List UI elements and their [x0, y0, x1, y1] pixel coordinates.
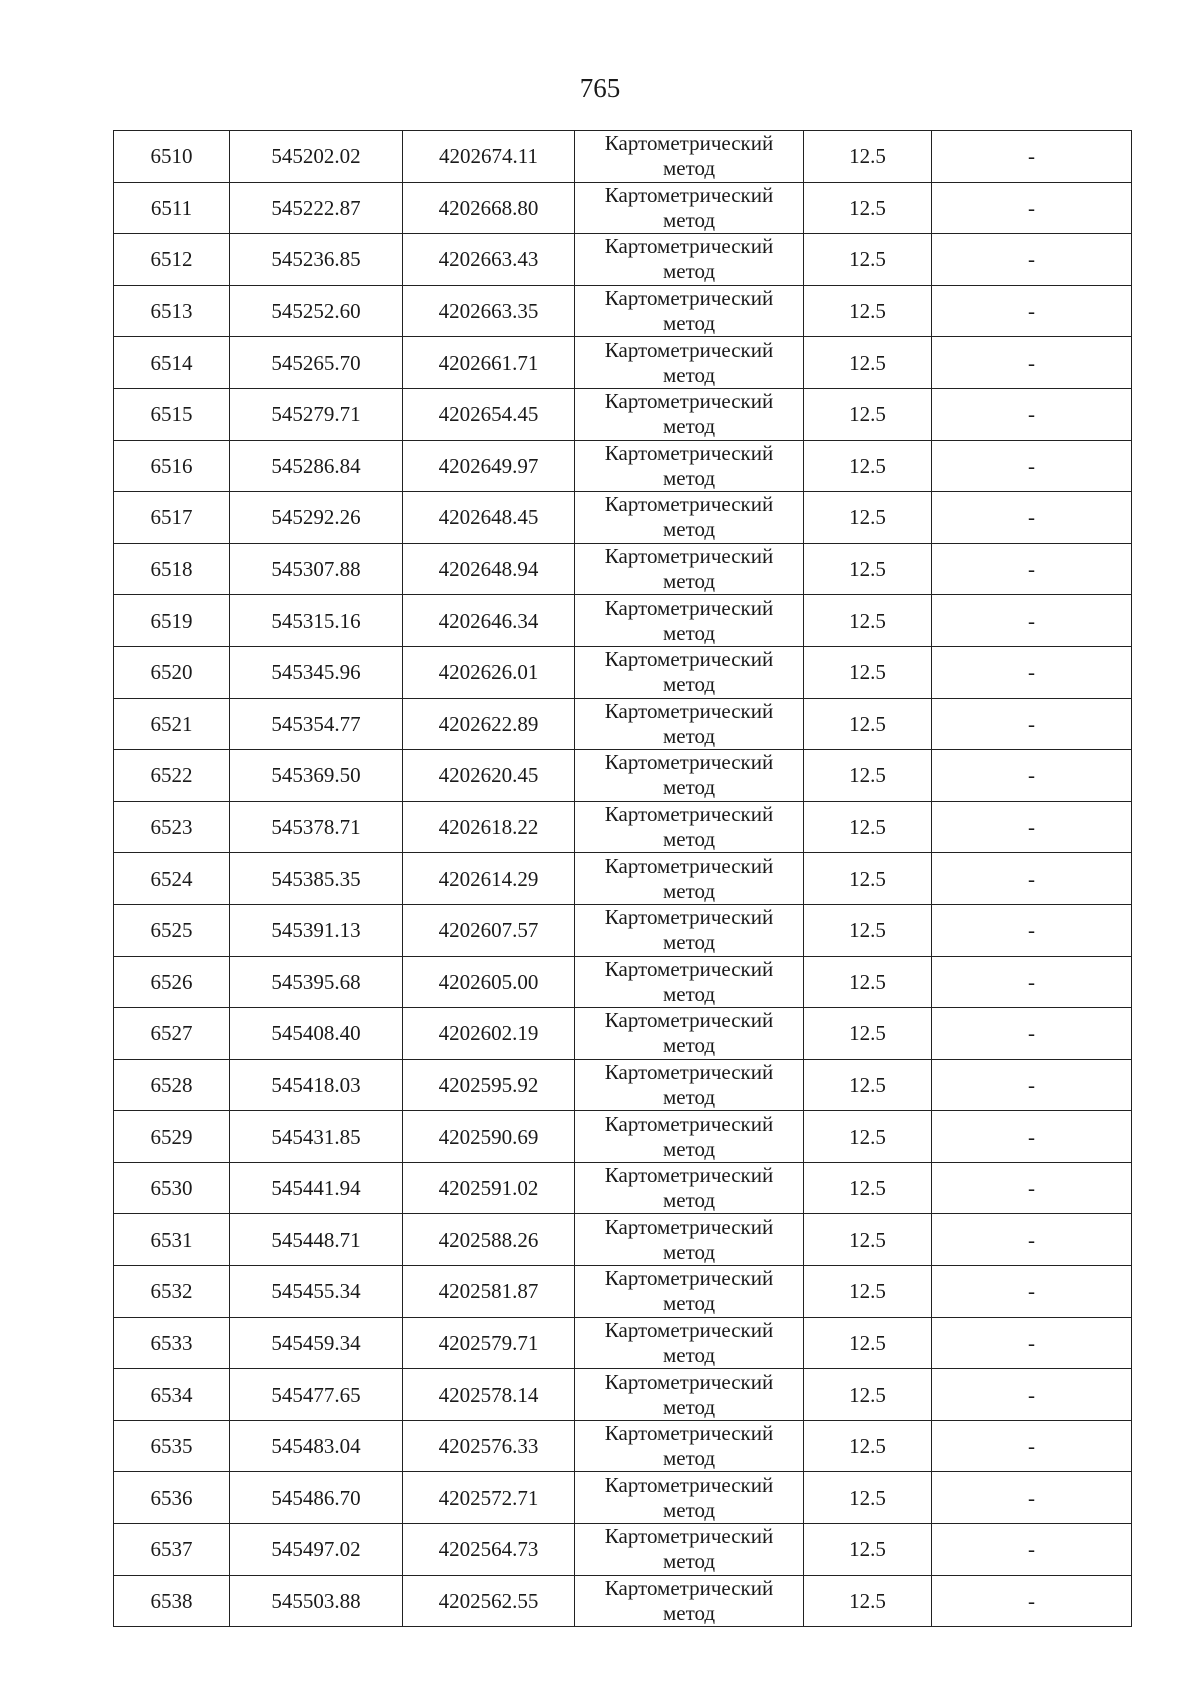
y-coordinate-cell: 4202590.69 — [403, 1111, 575, 1163]
accuracy-cell: 12.5 — [804, 1369, 932, 1421]
accuracy-cell: 12.5 — [804, 543, 932, 595]
accuracy-cell: 12.5 — [804, 182, 932, 234]
method-line-1: Картометрический — [604, 1214, 774, 1239]
table-row — [114, 1575, 1132, 1627]
table-row — [114, 956, 1132, 1008]
table-row — [114, 595, 1132, 647]
table-row — [114, 388, 1132, 440]
table-row — [114, 543, 1132, 595]
point-number-cell: 6522 — [114, 750, 230, 802]
table-row — [114, 234, 1132, 286]
method-line-1: Картометрический — [604, 1008, 774, 1033]
point-number-cell: 6532 — [114, 1266, 230, 1318]
method-line-2: метод — [662, 1136, 716, 1161]
method-line-2: метод — [662, 1239, 716, 1264]
x-coordinate-cell: 545455.34 — [230, 1266, 403, 1318]
point-number-cell: 6528 — [114, 1059, 230, 1111]
method-line-2: метод — [662, 827, 716, 852]
table-row — [114, 285, 1132, 337]
y-coordinate-cell: 4202595.92 — [403, 1059, 575, 1111]
method-line-2: метод — [662, 930, 716, 955]
x-coordinate-cell: 545503.88 — [230, 1575, 403, 1627]
method-line-1: Картометрический — [604, 1317, 774, 1342]
y-coordinate-cell: 4202663.35 — [403, 285, 575, 337]
method-cell — [575, 337, 804, 389]
method-line-1: Картометрический — [604, 131, 774, 156]
note-cell: - — [932, 1420, 1132, 1472]
point-number-cell: 6526 — [114, 956, 230, 1008]
point-number-cell: 6516 — [114, 440, 230, 492]
method-cell — [575, 1575, 804, 1627]
x-coordinate-cell: 545222.87 — [230, 182, 403, 234]
method-line-2: метод — [662, 672, 716, 697]
method-line-1: Картометрический — [604, 389, 774, 414]
table-row — [114, 337, 1132, 389]
method-line-2: метод — [662, 362, 716, 387]
method-cell — [575, 1369, 804, 1421]
note-cell: - — [932, 1111, 1132, 1163]
note-cell: - — [932, 182, 1132, 234]
method-line-2: метод — [662, 207, 716, 232]
method-cell — [575, 1111, 804, 1163]
point-number-cell: 6533 — [114, 1317, 230, 1369]
method-cell — [575, 1266, 804, 1318]
y-coordinate-cell: 4202626.01 — [403, 646, 575, 698]
note-cell: - — [932, 1162, 1132, 1214]
y-coordinate-cell: 4202607.57 — [403, 904, 575, 956]
method-line-1: Картометрический — [604, 905, 774, 930]
note-cell: - — [932, 595, 1132, 647]
method-line-2: метод — [662, 1188, 716, 1213]
note-cell: - — [932, 492, 1132, 544]
point-number-cell: 6517 — [114, 492, 230, 544]
x-coordinate-cell: 545236.85 — [230, 234, 403, 286]
accuracy-cell: 12.5 — [804, 1162, 932, 1214]
point-number-cell: 6524 — [114, 853, 230, 905]
y-coordinate-cell: 4202579.71 — [403, 1317, 575, 1369]
note-cell: - — [932, 801, 1132, 853]
y-coordinate-cell: 4202648.94 — [403, 543, 575, 595]
y-coordinate-cell: 4202646.34 — [403, 595, 575, 647]
method-cell — [575, 698, 804, 750]
coordinates-table — [113, 130, 1132, 1627]
accuracy-cell: 12.5 — [804, 492, 932, 544]
accuracy-cell: 12.5 — [804, 388, 932, 440]
point-number-cell: 6510 — [114, 131, 230, 183]
table-row — [114, 904, 1132, 956]
y-coordinate-cell: 4202588.26 — [403, 1214, 575, 1266]
point-number-cell: 6511 — [114, 182, 230, 234]
y-coordinate-cell: 4202674.11 — [403, 131, 575, 183]
method-cell — [575, 853, 804, 905]
point-number-cell: 6529 — [114, 1111, 230, 1163]
method-line-2: метод — [662, 1497, 716, 1522]
accuracy-cell: 12.5 — [804, 234, 932, 286]
method-cell — [575, 182, 804, 234]
table-row — [114, 1317, 1132, 1369]
table-row — [114, 698, 1132, 750]
method-cell — [575, 904, 804, 956]
y-coordinate-cell: 4202661.71 — [403, 337, 575, 389]
method-cell — [575, 1472, 804, 1524]
point-number-cell: 6512 — [114, 234, 230, 286]
x-coordinate-cell: 545292.26 — [230, 492, 403, 544]
method-cell — [575, 646, 804, 698]
accuracy-cell: 12.5 — [804, 646, 932, 698]
method-line-2: метод — [662, 878, 716, 903]
note-cell: - — [932, 1575, 1132, 1627]
method-line-2: метод — [662, 156, 716, 181]
table-row — [114, 801, 1132, 853]
x-coordinate-cell: 545459.34 — [230, 1317, 403, 1369]
page-number: 765 — [579, 73, 621, 103]
method-line-1: Картометрический — [604, 647, 774, 672]
method-line-2: метод — [662, 1549, 716, 1574]
point-number-cell: 6531 — [114, 1214, 230, 1266]
y-coordinate-cell: 4202620.45 — [403, 750, 575, 802]
accuracy-cell: 12.5 — [804, 285, 932, 337]
accuracy-cell: 12.5 — [804, 1008, 932, 1060]
x-coordinate-cell: 545279.71 — [230, 388, 403, 440]
x-coordinate-cell: 545307.88 — [230, 543, 403, 595]
method-line-1: Картометрический — [604, 1524, 774, 1549]
method-line-2: метод — [662, 517, 716, 542]
note-cell: - — [932, 646, 1132, 698]
method-line-1: Картометрический — [604, 1059, 774, 1084]
method-cell — [575, 1059, 804, 1111]
x-coordinate-cell: 545483.04 — [230, 1420, 403, 1472]
table-row — [114, 1111, 1132, 1163]
x-coordinate-cell: 545385.35 — [230, 853, 403, 905]
table-row — [114, 1369, 1132, 1421]
table-row — [114, 646, 1132, 698]
table-row — [114, 1008, 1132, 1060]
method-cell — [575, 1162, 804, 1214]
y-coordinate-cell: 4202581.87 — [403, 1266, 575, 1318]
x-coordinate-cell: 545378.71 — [230, 801, 403, 853]
x-coordinate-cell: 545395.68 — [230, 956, 403, 1008]
method-cell — [575, 234, 804, 286]
x-coordinate-cell: 545418.03 — [230, 1059, 403, 1111]
point-number-cell: 6534 — [114, 1369, 230, 1421]
method-line-1: Картометрический — [604, 956, 774, 981]
method-line-1: Картометрический — [604, 1369, 774, 1394]
method-line-1: Картометрический — [604, 853, 774, 878]
y-coordinate-cell: 4202562.55 — [403, 1575, 575, 1627]
method-line-1: Картометрический — [604, 1111, 774, 1136]
y-coordinate-cell: 4202578.14 — [403, 1369, 575, 1421]
method-line-1: Картометрический — [604, 698, 774, 723]
accuracy-cell: 12.5 — [804, 698, 932, 750]
note-cell: - — [932, 1059, 1132, 1111]
table-row — [114, 492, 1132, 544]
accuracy-cell: 12.5 — [804, 1111, 932, 1163]
table-row — [114, 1214, 1132, 1266]
method-cell — [575, 956, 804, 1008]
point-number-cell: 6515 — [114, 388, 230, 440]
method-line-2: метод — [662, 311, 716, 336]
x-coordinate-cell: 545431.85 — [230, 1111, 403, 1163]
x-coordinate-cell: 545369.50 — [230, 750, 403, 802]
method-cell — [575, 801, 804, 853]
method-cell — [575, 1008, 804, 1060]
x-coordinate-cell: 545315.16 — [230, 595, 403, 647]
note-cell: - — [932, 234, 1132, 286]
method-line-2: метод — [662, 775, 716, 800]
x-coordinate-cell: 545486.70 — [230, 1472, 403, 1524]
note-cell: - — [932, 1214, 1132, 1266]
method-line-1: Картометрический — [604, 1421, 774, 1446]
point-number-cell: 6530 — [114, 1162, 230, 1214]
y-coordinate-cell: 4202649.97 — [403, 440, 575, 492]
y-coordinate-cell: 4202622.89 — [403, 698, 575, 750]
method-line-2: метод — [662, 569, 716, 594]
y-coordinate-cell: 4202663.43 — [403, 234, 575, 286]
accuracy-cell: 12.5 — [804, 750, 932, 802]
accuracy-cell: 12.5 — [804, 1214, 932, 1266]
x-coordinate-cell: 545265.70 — [230, 337, 403, 389]
method-line-1: Картометрический — [604, 286, 774, 311]
accuracy-cell: 12.5 — [804, 440, 932, 492]
method-cell — [575, 595, 804, 647]
method-cell — [575, 388, 804, 440]
accuracy-cell: 12.5 — [804, 1420, 932, 1472]
point-number-cell: 6525 — [114, 904, 230, 956]
method-line-2: метод — [662, 1600, 716, 1625]
point-number-cell: 6519 — [114, 595, 230, 647]
table-row — [114, 1162, 1132, 1214]
table-row — [114, 182, 1132, 234]
note-cell: - — [932, 1317, 1132, 1369]
y-coordinate-cell: 4202591.02 — [403, 1162, 575, 1214]
method-line-2: метод — [662, 259, 716, 284]
note-cell: - — [932, 1472, 1132, 1524]
accuracy-cell: 12.5 — [804, 1059, 932, 1111]
table-row — [114, 131, 1132, 183]
y-coordinate-cell: 4202602.19 — [403, 1008, 575, 1060]
method-cell — [575, 492, 804, 544]
accuracy-cell: 12.5 — [804, 1472, 932, 1524]
y-coordinate-cell: 4202564.73 — [403, 1524, 575, 1576]
note-cell: - — [932, 440, 1132, 492]
x-coordinate-cell: 545345.96 — [230, 646, 403, 698]
note-cell: - — [932, 285, 1132, 337]
point-number-cell: 6513 — [114, 285, 230, 337]
y-coordinate-cell: 4202605.00 — [403, 956, 575, 1008]
note-cell: - — [932, 543, 1132, 595]
method-line-1: Картометрический — [604, 1575, 774, 1600]
point-number-cell: 6527 — [114, 1008, 230, 1060]
y-coordinate-cell: 4202654.45 — [403, 388, 575, 440]
x-coordinate-cell: 545252.60 — [230, 285, 403, 337]
table-row — [114, 750, 1132, 802]
table-row — [114, 1472, 1132, 1524]
method-line-1: Картометрический — [604, 1472, 774, 1497]
x-coordinate-cell: 545202.02 — [230, 131, 403, 183]
method-cell — [575, 285, 804, 337]
note-cell: - — [932, 1524, 1132, 1576]
method-line-2: метод — [662, 1033, 716, 1058]
method-cell — [575, 750, 804, 802]
accuracy-cell: 12.5 — [804, 595, 932, 647]
note-cell: - — [932, 853, 1132, 905]
method-line-2: метод — [662, 620, 716, 645]
accuracy-cell: 12.5 — [804, 1524, 932, 1576]
x-coordinate-cell: 545497.02 — [230, 1524, 403, 1576]
accuracy-cell: 12.5 — [804, 956, 932, 1008]
point-number-cell: 6514 — [114, 337, 230, 389]
note-cell: - — [932, 904, 1132, 956]
method-cell — [575, 440, 804, 492]
method-cell — [575, 1317, 804, 1369]
point-number-cell: 6518 — [114, 543, 230, 595]
y-coordinate-cell: 4202618.22 — [403, 801, 575, 853]
table-row — [114, 1266, 1132, 1318]
method-line-2: метод — [662, 414, 716, 439]
table-row — [114, 853, 1132, 905]
note-cell: - — [932, 131, 1132, 183]
accuracy-cell: 12.5 — [804, 337, 932, 389]
method-line-2: метод — [662, 1084, 716, 1109]
method-line-1: Картометрический — [604, 1266, 774, 1291]
point-number-cell: 6535 — [114, 1420, 230, 1472]
y-coordinate-cell: 4202648.45 — [403, 492, 575, 544]
y-coordinate-cell: 4202614.29 — [403, 853, 575, 905]
method-line-1: Картометрический — [604, 595, 774, 620]
y-coordinate-cell: 4202572.71 — [403, 1472, 575, 1524]
method-cell — [575, 543, 804, 595]
method-line-2: метод — [662, 1342, 716, 1367]
note-cell: - — [932, 337, 1132, 389]
method-cell — [575, 1524, 804, 1576]
accuracy-cell: 12.5 — [804, 1317, 932, 1369]
point-number-cell: 6537 — [114, 1524, 230, 1576]
note-cell: - — [932, 956, 1132, 1008]
note-cell: - — [932, 698, 1132, 750]
method-line-1: Картометрический — [604, 182, 774, 207]
x-coordinate-cell: 545441.94 — [230, 1162, 403, 1214]
method-line-1: Картометрический — [604, 1163, 774, 1188]
point-number-cell: 6521 — [114, 698, 230, 750]
x-coordinate-cell: 545286.84 — [230, 440, 403, 492]
method-cell — [575, 131, 804, 183]
method-cell — [575, 1214, 804, 1266]
accuracy-cell: 12.5 — [804, 853, 932, 905]
point-number-cell: 6520 — [114, 646, 230, 698]
point-number-cell: 6536 — [114, 1472, 230, 1524]
accuracy-cell: 12.5 — [804, 904, 932, 956]
method-line-2: метод — [662, 1291, 716, 1316]
x-coordinate-cell: 545448.71 — [230, 1214, 403, 1266]
table-row — [114, 1059, 1132, 1111]
method-line-2: метод — [662, 465, 716, 490]
table-body — [114, 131, 1132, 1627]
table-row — [114, 440, 1132, 492]
accuracy-cell: 12.5 — [804, 131, 932, 183]
y-coordinate-cell: 4202576.33 — [403, 1420, 575, 1472]
note-cell: - — [932, 1369, 1132, 1421]
note-cell: - — [932, 388, 1132, 440]
note-cell: - — [932, 750, 1132, 802]
method-line-1: Картометрический — [604, 750, 774, 775]
note-cell: - — [932, 1008, 1132, 1060]
method-line-1: Картометрический — [604, 337, 774, 362]
table-row — [114, 1420, 1132, 1472]
x-coordinate-cell: 545391.13 — [230, 904, 403, 956]
point-number-cell: 6538 — [114, 1575, 230, 1627]
method-line-1: Картометрический — [604, 802, 774, 827]
method-line-1: Картометрический — [604, 544, 774, 569]
point-number-cell: 6523 — [114, 801, 230, 853]
y-coordinate-cell: 4202668.80 — [403, 182, 575, 234]
method-cell — [575, 1420, 804, 1472]
method-line-1: Картометрический — [604, 234, 774, 259]
x-coordinate-cell: 545408.40 — [230, 1008, 403, 1060]
method-line-2: метод — [662, 1446, 716, 1471]
note-cell: - — [932, 1266, 1132, 1318]
method-line-2: метод — [662, 981, 716, 1006]
method-line-2: метод — [662, 1394, 716, 1419]
accuracy-cell: 12.5 — [804, 1266, 932, 1318]
accuracy-cell: 12.5 — [804, 1575, 932, 1627]
accuracy-cell: 12.5 — [804, 801, 932, 853]
x-coordinate-cell: 545477.65 — [230, 1369, 403, 1421]
method-line-2: метод — [662, 723, 716, 748]
x-coordinate-cell: 545354.77 — [230, 698, 403, 750]
method-line-1: Картометрический — [604, 440, 774, 465]
method-line-1: Картометрический — [604, 492, 774, 517]
table-row — [114, 1524, 1132, 1576]
